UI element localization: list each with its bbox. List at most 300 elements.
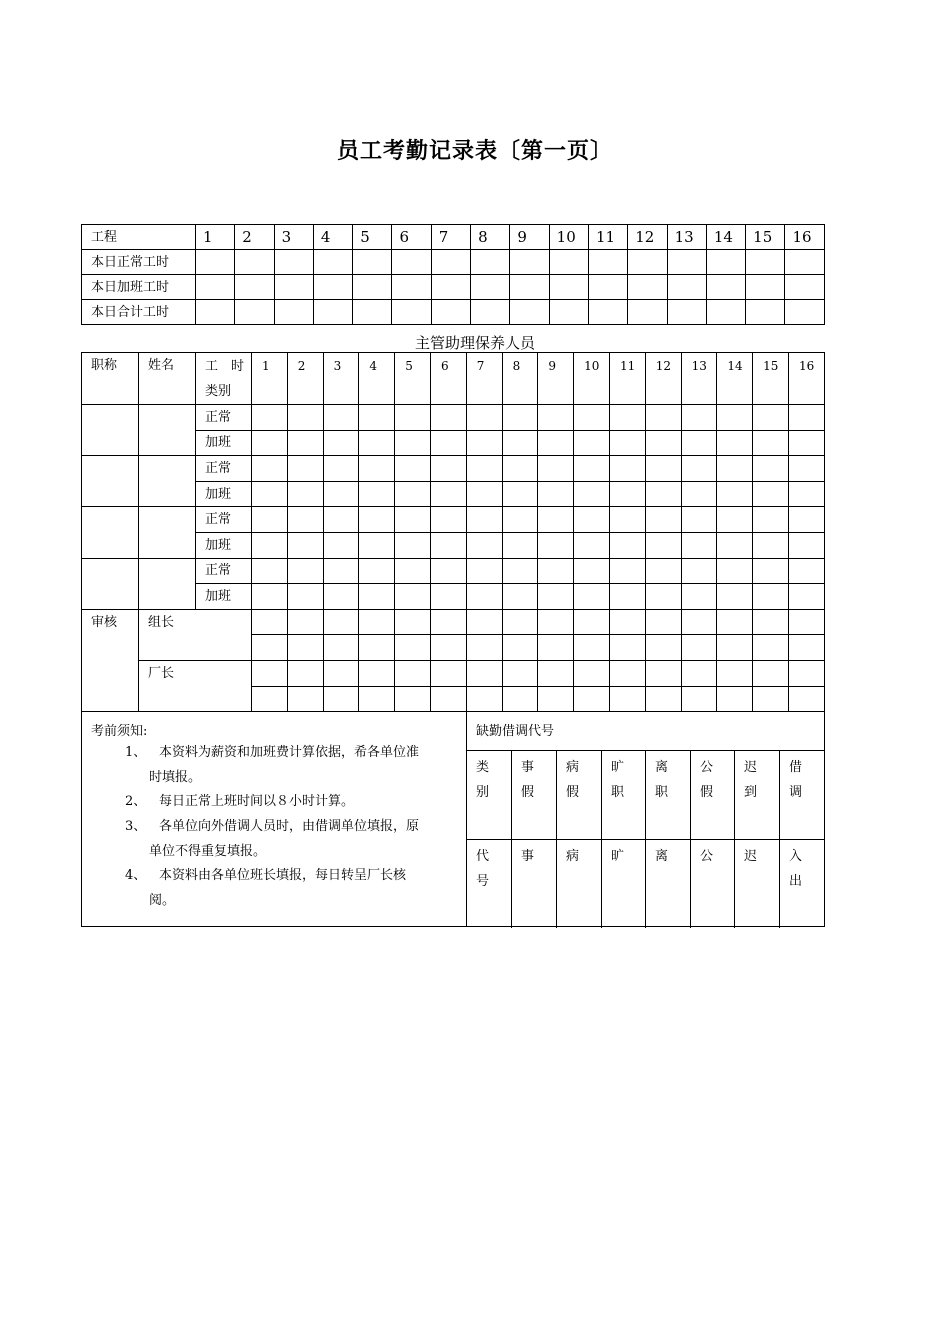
project-hours-table <box>81 224 825 325</box>
staff-name-cell[interactable] <box>139 507 196 558</box>
signature-cell[interactable] <box>788 686 824 712</box>
hours-cell[interactable] <box>502 481 538 507</box>
hours-cell[interactable] <box>287 405 323 431</box>
code-cell <box>512 751 557 839</box>
hours-cell[interactable] <box>252 481 288 507</box>
hours-cell[interactable] <box>395 532 431 558</box>
signature-cell[interactable] <box>252 686 288 712</box>
hours-cell[interactable] <box>645 405 681 431</box>
signature-cell[interactable] <box>252 635 288 661</box>
hours-cell[interactable] <box>681 430 717 456</box>
hours-cell[interactable] <box>645 532 681 558</box>
signature-cell[interactable] <box>645 686 681 712</box>
hours-cell[interactable] <box>466 507 502 533</box>
signature-cell[interactable] <box>395 686 431 712</box>
hours-cell[interactable] <box>430 584 466 610</box>
signature-cell[interactable] <box>609 635 645 661</box>
hours-cell[interactable] <box>746 250 785 275</box>
hours-cell[interactable] <box>274 275 313 300</box>
hours-cell[interactable] <box>196 275 235 300</box>
hours-cell[interactable] <box>392 275 431 300</box>
signature-cell[interactable] <box>430 686 466 712</box>
row-label: 本日正常工时 <box>82 250 196 275</box>
code-char: 假 <box>566 785 580 800</box>
hours-cell[interactable] <box>785 300 824 325</box>
hours-cell[interactable] <box>574 584 610 610</box>
hours-cell[interactable] <box>753 430 789 456</box>
hours-cell[interactable] <box>549 300 588 325</box>
signature-cell[interactable] <box>502 635 538 661</box>
signature-cell[interactable] <box>574 609 610 635</box>
hours-cell[interactable] <box>753 584 789 610</box>
hours-cell[interactable] <box>538 507 574 533</box>
note-item <box>125 740 458 790</box>
hours-cell[interactable] <box>609 584 645 610</box>
hours-cell[interactable] <box>287 507 323 533</box>
hours-cell[interactable] <box>788 456 824 482</box>
hours-cell[interactable] <box>502 430 538 456</box>
hours-cell[interactable] <box>645 558 681 584</box>
hours-cell[interactable] <box>252 430 288 456</box>
hours-cell[interactable] <box>323 507 359 533</box>
hours-cell[interactable] <box>538 430 574 456</box>
hours-cell[interactable] <box>538 405 574 431</box>
staff-name-cell[interactable] <box>139 558 196 609</box>
hours-cell[interactable] <box>788 405 824 431</box>
hours-cell[interactable] <box>252 456 288 482</box>
hours-cell[interactable] <box>785 275 824 300</box>
hours-cell[interactable] <box>392 300 431 325</box>
hours-cell[interactable] <box>430 481 466 507</box>
hours-cell[interactable] <box>681 507 717 533</box>
staff-title-cell[interactable] <box>82 558 139 609</box>
hours-cell[interactable] <box>681 584 717 610</box>
hours-cell[interactable] <box>706 300 745 325</box>
page-title: 员工考勤记录表〔第一页〕 <box>336 138 613 164</box>
hours-cell[interactable] <box>430 558 466 584</box>
hours-cell[interactable] <box>549 275 588 300</box>
hours-cell[interactable] <box>466 456 502 482</box>
hours-cell[interactable] <box>609 507 645 533</box>
signature-cell[interactable] <box>287 686 323 712</box>
hours-cell[interactable] <box>359 481 395 507</box>
note-text: 本资料由各单位班长填报，每日转呈厂长核 <box>159 868 407 883</box>
code-char: 号 <box>476 874 490 889</box>
signature-cell[interactable] <box>717 660 753 686</box>
hours-cell[interactable] <box>353 275 392 300</box>
hours-cell[interactable] <box>746 300 785 325</box>
signature-cell[interactable] <box>359 635 395 661</box>
hours-cell[interactable] <box>645 481 681 507</box>
hours-cell[interactable] <box>588 300 627 325</box>
hours-cell[interactable] <box>574 430 610 456</box>
hours-cell[interactable] <box>628 250 667 275</box>
signature-cell[interactable] <box>681 686 717 712</box>
hours-cell[interactable] <box>788 430 824 456</box>
hours-cell[interactable] <box>706 275 745 300</box>
hours-cell[interactable] <box>785 250 824 275</box>
signature-cell[interactable] <box>252 660 288 686</box>
day-header: 13 <box>667 225 706 250</box>
hours-cell[interactable] <box>717 405 753 431</box>
signature-cell[interactable] <box>753 686 789 712</box>
signature-cell[interactable] <box>681 635 717 661</box>
signature-cell[interactable] <box>717 609 753 635</box>
signature-cell[interactable] <box>753 660 789 686</box>
code-char: 职 <box>655 785 669 800</box>
hours-cell[interactable] <box>395 430 431 456</box>
hours-cell[interactable] <box>574 532 610 558</box>
signature-cell[interactable] <box>466 660 502 686</box>
hours-cell[interactable] <box>717 456 753 482</box>
code-char: 事 <box>521 849 535 864</box>
hours-cell[interactable] <box>538 558 574 584</box>
signature-cell[interactable] <box>395 635 431 661</box>
name-header: 姓名 <box>139 353 196 405</box>
notes-panel <box>82 712 467 926</box>
hours-cell[interactable] <box>252 558 288 584</box>
staff-name-cell[interactable] <box>139 456 196 507</box>
signature-cell[interactable] <box>788 609 824 635</box>
code-char: 旷 <box>611 849 625 864</box>
hours-cell[interactable] <box>574 456 610 482</box>
hours-cell[interactable] <box>502 456 538 482</box>
hours-cell[interactable] <box>287 456 323 482</box>
hours-cell[interactable] <box>609 481 645 507</box>
hours-cell[interactable] <box>252 532 288 558</box>
hours-cell[interactable] <box>502 405 538 431</box>
hour-type-header <box>196 353 252 405</box>
hours-cell[interactable] <box>287 430 323 456</box>
hours-cell[interactable] <box>788 507 824 533</box>
hours-cell[interactable] <box>717 481 753 507</box>
hours-cell[interactable] <box>359 584 395 610</box>
staff-name-cell[interactable] <box>139 405 196 456</box>
staff-row <box>82 405 825 431</box>
hours-cell[interactable] <box>313 275 352 300</box>
hours-cell[interactable] <box>431 250 470 275</box>
signature-cell[interactable] <box>753 609 789 635</box>
hours-cell[interactable] <box>430 507 466 533</box>
hours-cell[interactable] <box>609 558 645 584</box>
signature-cell[interactable] <box>753 635 789 661</box>
hours-cell[interactable] <box>681 456 717 482</box>
hours-cell[interactable] <box>274 250 313 275</box>
hours-cell[interactable] <box>395 584 431 610</box>
table1-row <box>82 275 825 300</box>
signature-cell[interactable] <box>609 686 645 712</box>
signature-cell[interactable] <box>717 686 753 712</box>
row-label: 本日加班工时 <box>82 275 196 300</box>
signature-cell[interactable] <box>430 660 466 686</box>
signature-cell[interactable] <box>359 686 395 712</box>
hours-cell[interactable] <box>252 507 288 533</box>
hours-cell[interactable] <box>287 558 323 584</box>
hours-cell[interactable] <box>717 558 753 584</box>
day-header: 5 <box>395 353 431 405</box>
hours-cell[interactable] <box>430 456 466 482</box>
signature-cell[interactable] <box>466 686 502 712</box>
signature-cell[interactable] <box>502 660 538 686</box>
hours-cell[interactable] <box>466 532 502 558</box>
hours-cell[interactable] <box>353 300 392 325</box>
hours-cell[interactable] <box>359 405 395 431</box>
hours-cell[interactable] <box>753 507 789 533</box>
hours-cell[interactable] <box>323 532 359 558</box>
hours-cell[interactable] <box>574 481 610 507</box>
hours-cell[interactable] <box>645 507 681 533</box>
signature-cell[interactable] <box>574 635 610 661</box>
day-header: 6 <box>392 225 431 250</box>
code-char: 离 <box>655 849 669 864</box>
hours-cell[interactable] <box>287 532 323 558</box>
hours-cell[interactable] <box>645 456 681 482</box>
signature-cell[interactable] <box>323 635 359 661</box>
hours-cell[interactable] <box>235 275 274 300</box>
signature-cell[interactable] <box>502 686 538 712</box>
hours-cell[interactable] <box>196 300 235 325</box>
hours-cell[interactable] <box>717 430 753 456</box>
signature-cell[interactable] <box>466 635 502 661</box>
signature-cell[interactable] <box>681 660 717 686</box>
hours-cell[interactable] <box>788 584 824 610</box>
staff-title-cell[interactable] <box>82 405 139 456</box>
hours-cell[interactable] <box>466 558 502 584</box>
codes-title: 缺勤借调代号 <box>476 724 555 739</box>
hours-cell[interactable] <box>323 456 359 482</box>
hours-cell[interactable] <box>323 405 359 431</box>
hours-cell[interactable] <box>466 405 502 431</box>
code-char: 旷 <box>611 760 625 775</box>
code-char: 假 <box>700 785 714 800</box>
day-header: 11 <box>588 225 627 250</box>
hours-cell[interactable] <box>753 532 789 558</box>
hour-type-label: 加班 <box>196 532 252 558</box>
hours-cell[interactable] <box>645 430 681 456</box>
hours-cell[interactable] <box>681 532 717 558</box>
hours-cell[interactable] <box>609 532 645 558</box>
hours-cell[interactable] <box>235 300 274 325</box>
hours-cell[interactable] <box>538 456 574 482</box>
hours-cell[interactable] <box>717 584 753 610</box>
code-char: 迟 <box>744 849 758 864</box>
hours-cell[interactable] <box>574 558 610 584</box>
hours-cell[interactable] <box>645 584 681 610</box>
hours-cell[interactable] <box>359 532 395 558</box>
signature-cell[interactable] <box>609 660 645 686</box>
signature-cell[interactable] <box>609 609 645 635</box>
hours-cell[interactable] <box>788 558 824 584</box>
hours-cell[interactable] <box>667 250 706 275</box>
hours-cell[interactable] <box>235 250 274 275</box>
hours-cell[interactable] <box>538 481 574 507</box>
hours-cell[interactable] <box>353 250 392 275</box>
review-label: 审核 <box>82 609 139 711</box>
signature-cell[interactable] <box>788 660 824 686</box>
code-cell <box>467 840 512 928</box>
code-cell <box>557 840 602 928</box>
signature-cell[interactable] <box>574 686 610 712</box>
hours-cell[interactable] <box>471 250 510 275</box>
hours-cell[interactable] <box>574 507 610 533</box>
hours-cell[interactable] <box>609 456 645 482</box>
hours-cell[interactable] <box>313 250 352 275</box>
staff-title-cell[interactable] <box>82 456 139 507</box>
hours-cell[interactable] <box>588 250 627 275</box>
signature-cell[interactable] <box>466 609 502 635</box>
signature-cell[interactable] <box>574 660 610 686</box>
signature-cell[interactable] <box>538 686 574 712</box>
hours-cell[interactable] <box>395 507 431 533</box>
code-cell <box>646 840 691 928</box>
signature-cell[interactable] <box>323 686 359 712</box>
day-header: 13 <box>681 353 717 405</box>
hours-cell[interactable] <box>574 405 610 431</box>
hours-cell[interactable] <box>323 430 359 456</box>
hours-cell[interactable] <box>471 300 510 325</box>
hours-cell[interactable] <box>323 558 359 584</box>
hours-cell[interactable] <box>395 558 431 584</box>
hours-cell[interactable] <box>717 532 753 558</box>
signature-cell[interactable] <box>252 609 288 635</box>
signature-cell[interactable] <box>359 609 395 635</box>
hours-cell[interactable] <box>667 275 706 300</box>
hours-cell[interactable] <box>431 300 470 325</box>
signature-cell[interactable] <box>502 609 538 635</box>
hours-cell[interactable] <box>753 405 789 431</box>
hours-cell[interactable] <box>538 532 574 558</box>
hours-cell[interactable] <box>323 584 359 610</box>
code-char: 假 <box>521 785 535 800</box>
signature-cell[interactable] <box>323 609 359 635</box>
hours-cell[interactable] <box>359 507 395 533</box>
review-row <box>82 660 825 686</box>
hours-cell[interactable] <box>359 456 395 482</box>
note-number: 1、 <box>125 745 147 760</box>
hours-cell[interactable] <box>717 507 753 533</box>
hours-cell[interactable] <box>549 250 588 275</box>
code-cell <box>512 840 557 928</box>
code-cell <box>602 751 646 839</box>
hours-cell[interactable] <box>538 584 574 610</box>
signature-cell[interactable] <box>395 609 431 635</box>
signature-cell[interactable] <box>645 609 681 635</box>
hours-cell[interactable] <box>667 300 706 325</box>
signature-cell[interactable] <box>323 660 359 686</box>
hours-cell[interactable] <box>252 405 288 431</box>
hours-cell[interactable] <box>287 481 323 507</box>
hours-cell[interactable] <box>395 481 431 507</box>
hours-cell[interactable] <box>430 430 466 456</box>
day-header: 14 <box>706 225 745 250</box>
hours-cell[interactable] <box>252 584 288 610</box>
code-cell <box>646 751 691 839</box>
hours-cell[interactable] <box>609 405 645 431</box>
hours-cell[interactable] <box>323 481 359 507</box>
hours-cell[interactable] <box>359 430 395 456</box>
signature-cell[interactable] <box>681 609 717 635</box>
hours-cell[interactable] <box>395 405 431 431</box>
day-header: 4 <box>359 353 395 405</box>
hours-cell[interactable] <box>466 430 502 456</box>
hours-cell[interactable] <box>510 275 549 300</box>
day-header: 3 <box>274 225 313 250</box>
hours-cell[interactable] <box>502 507 538 533</box>
hours-cell[interactable] <box>510 300 549 325</box>
hour-type-line2: 类别 <box>205 384 232 399</box>
hours-cell[interactable] <box>681 405 717 431</box>
signature-cell[interactable] <box>645 635 681 661</box>
hours-cell[interactable] <box>287 584 323 610</box>
hours-cell[interactable] <box>510 250 549 275</box>
hours-cell[interactable] <box>313 300 352 325</box>
hours-cell[interactable] <box>628 275 667 300</box>
signature-cell[interactable] <box>538 635 574 661</box>
hours-cell[interactable] <box>681 481 717 507</box>
hours-cell[interactable] <box>466 481 502 507</box>
hours-cell[interactable] <box>706 250 745 275</box>
hours-cell[interactable] <box>609 430 645 456</box>
code-char: 出 <box>789 874 803 889</box>
hours-cell[interactable] <box>430 532 466 558</box>
note-item <box>125 789 458 814</box>
hours-cell[interactable] <box>431 275 470 300</box>
hours-cell[interactable] <box>502 558 538 584</box>
signature-cell[interactable] <box>538 660 574 686</box>
code-char: 病 <box>566 849 580 864</box>
hour-type-label: 正常 <box>196 507 252 533</box>
day-header: 15 <box>746 225 785 250</box>
hours-cell[interactable] <box>466 584 502 610</box>
hours-cell[interactable] <box>588 275 627 300</box>
hours-cell[interactable] <box>753 481 789 507</box>
signature-cell[interactable] <box>359 660 395 686</box>
hour-type-line1: 工 时 <box>205 359 245 374</box>
hours-cell[interactable] <box>788 532 824 558</box>
signature-cell[interactable] <box>717 635 753 661</box>
signature-cell[interactable] <box>538 609 574 635</box>
hours-cell[interactable] <box>753 456 789 482</box>
hours-cell[interactable] <box>628 300 667 325</box>
hours-cell[interactable] <box>753 558 789 584</box>
signature-cell[interactable] <box>287 660 323 686</box>
signature-cell[interactable] <box>430 609 466 635</box>
hours-cell[interactable] <box>788 481 824 507</box>
day-header: 3 <box>323 353 359 405</box>
hours-cell[interactable] <box>502 584 538 610</box>
hours-cell[interactable] <box>471 275 510 300</box>
signature-cell[interactable] <box>645 660 681 686</box>
hours-cell[interactable] <box>430 405 466 431</box>
hours-cell[interactable] <box>502 532 538 558</box>
signature-cell[interactable] <box>287 609 323 635</box>
signature-cell[interactable] <box>788 635 824 661</box>
hours-cell[interactable] <box>274 300 313 325</box>
signature-cell[interactable] <box>395 660 431 686</box>
staff-title-cell[interactable] <box>82 507 139 558</box>
hours-cell[interactable] <box>392 250 431 275</box>
signature-cell[interactable] <box>287 635 323 661</box>
code-char: 公 <box>700 760 714 775</box>
day-header: 1 <box>196 225 235 250</box>
hours-cell[interactable] <box>395 456 431 482</box>
hours-cell[interactable] <box>196 250 235 275</box>
signature-cell[interactable] <box>430 635 466 661</box>
hours-cell[interactable] <box>359 558 395 584</box>
hours-cell[interactable] <box>746 275 785 300</box>
code-cell <box>602 840 646 928</box>
hours-cell[interactable] <box>681 558 717 584</box>
